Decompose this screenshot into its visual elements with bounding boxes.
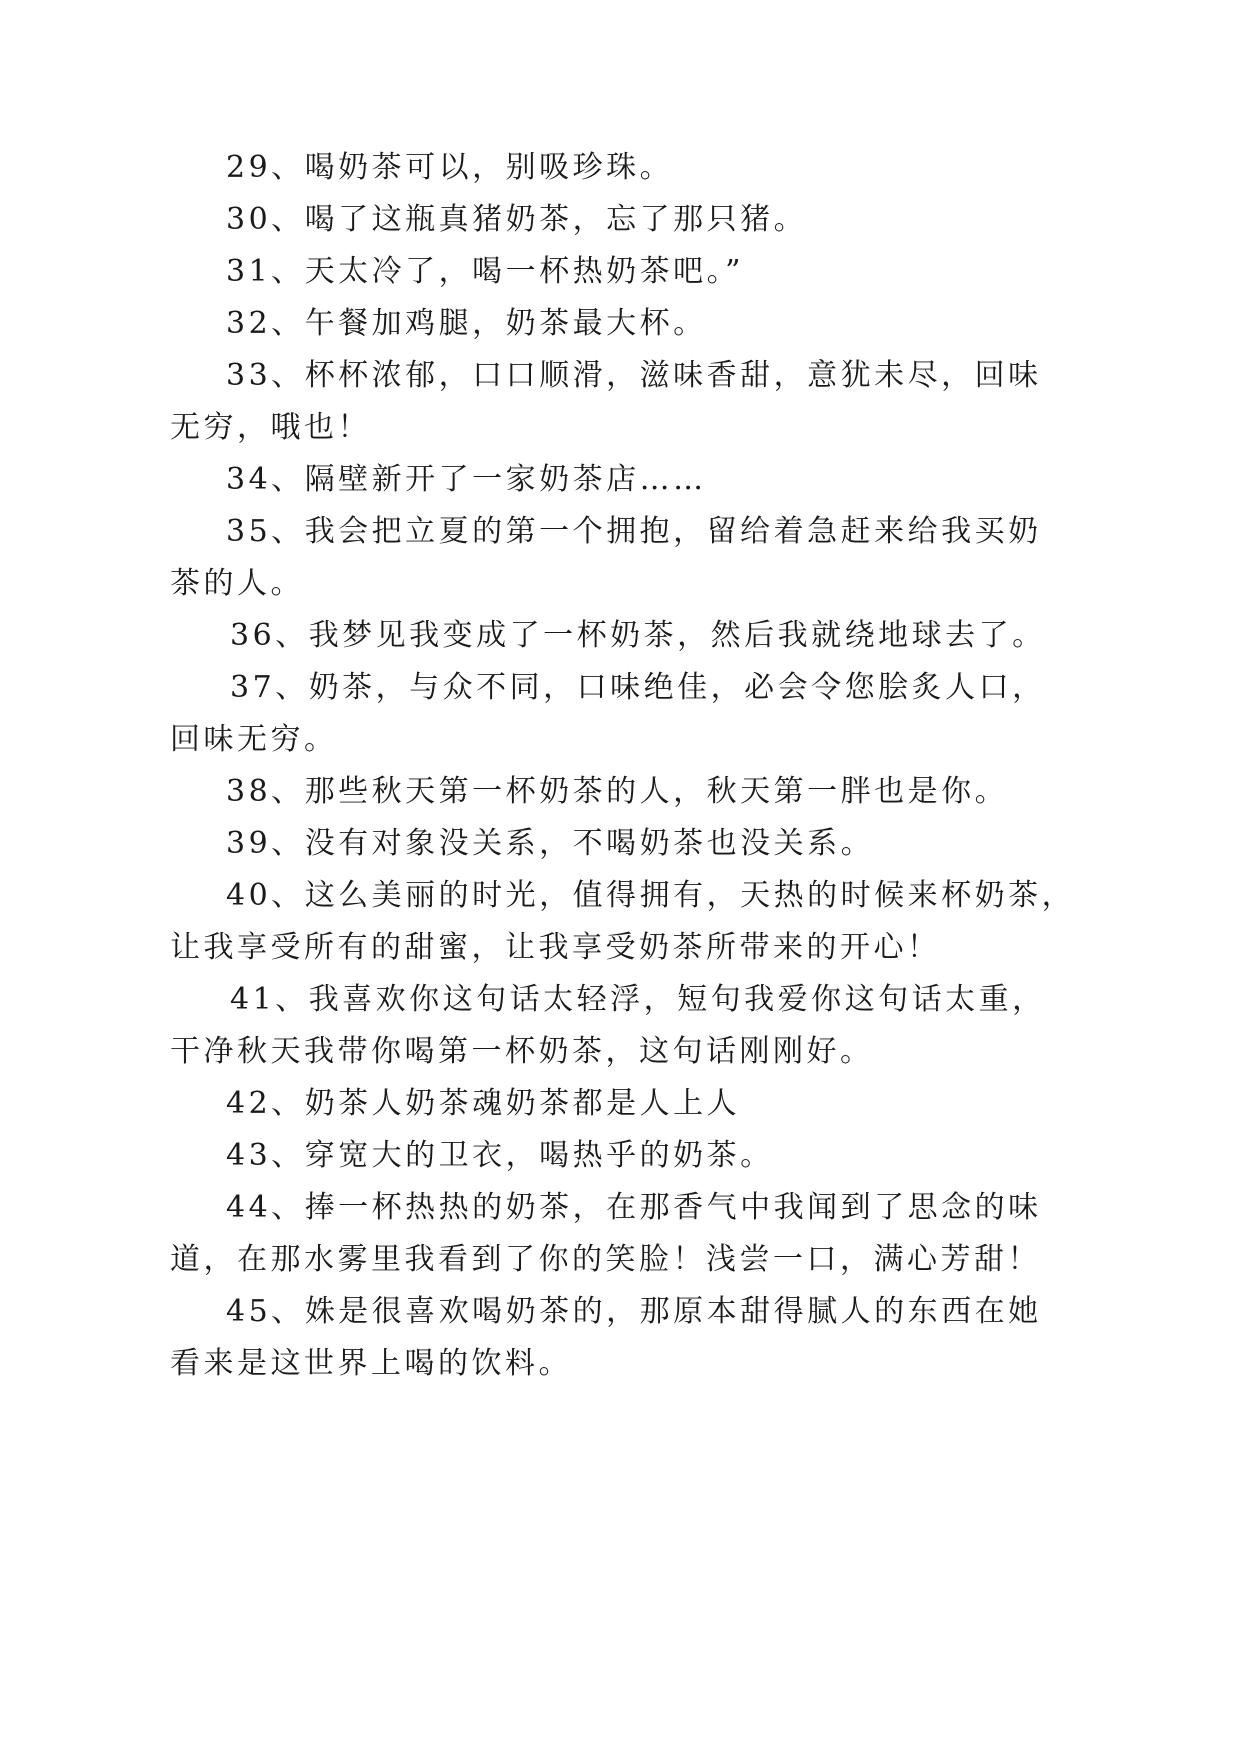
- list-item: [226, 876, 1075, 916]
- list-item: [226, 304, 707, 344]
- item-text: 我喜欢你这句话太轻浮，短句我爱你这句话太重，: [308, 982, 1046, 1017]
- list-item-continuation: 道，在那水雾里我看到了你的笑脸！浅尝一口，满心芳甜！: [170, 1242, 1041, 1277]
- list-item-continuation: 让我享受所有的甜蜜，让我享受奶茶所带来的开心！: [170, 930, 941, 965]
- item-text: 那些秋天第一杯奶茶的人，秋天第一胖也是你。: [304, 774, 1009, 809]
- item-number: 37、: [230, 670, 309, 705]
- item-text: 我梦见我变成了一杯奶茶，然后我就绕地球去了。: [308, 618, 1046, 653]
- item-number: 44、: [226, 1190, 305, 1225]
- list-item: [226, 200, 807, 240]
- item-number: 33、: [226, 358, 305, 393]
- list-item-continuation: 回味无穷。: [170, 722, 338, 757]
- list-item: [230, 616, 1046, 656]
- item-text: 捧一杯热热的奶茶，在那香气中我闻到了思念的味: [304, 1190, 1042, 1225]
- item-number: 35、: [226, 514, 305, 549]
- item-text: 杯杯浓郁，口口顺滑，滋味香甜，意犹未尽，回味: [304, 358, 1042, 393]
- list-item-continuation: 无穷，哦也！: [170, 410, 371, 445]
- list-item: [226, 1136, 774, 1176]
- item-text: 喝了这瓶真猪奶茶，忘了那只猪。: [304, 202, 808, 237]
- item-text: 姝是很喜欢喝奶茶的，那原本甜得腻人的东西在她: [304, 1294, 1042, 1329]
- item-number: 43、: [226, 1138, 305, 1173]
- item-text: 天太冷了，喝一杯热奶茶吧。”: [304, 254, 745, 289]
- item-number: 40、: [226, 878, 305, 913]
- item-text: 我会把立夏的第一个拥抱，留给着急赶来给我买奶: [304, 514, 1042, 549]
- item-text: 这么美丽的时光，值得拥有，天热的时候来杯奶茶，: [304, 878, 1076, 913]
- item-text: 没有对象没关系，不喝奶茶也没关系。: [304, 826, 875, 861]
- item-text: 喝奶茶可以，别吸珍珠。: [304, 150, 674, 185]
- list-item: [226, 1188, 1042, 1228]
- item-text: 奶茶，与众不同，口味绝佳，必会令您脍炙人口，: [308, 670, 1046, 705]
- list-item: [226, 1292, 1042, 1332]
- item-text: 午餐加鸡腿，奶茶最大杯。: [304, 306, 707, 341]
- item-number: 29、: [226, 150, 305, 185]
- item-number: 34、: [226, 462, 305, 497]
- list-item: [226, 824, 874, 864]
- item-number: 32、: [226, 306, 305, 341]
- list-item-continuation: 看来是这世界上喝的饮料。: [170, 1346, 572, 1381]
- item-number: 36、: [230, 618, 309, 653]
- item-number: 30、: [226, 202, 305, 237]
- item-text: 奶茶人奶茶魂奶茶都是人上人: [304, 1086, 741, 1121]
- item-number: 31、: [226, 254, 305, 289]
- item-number: 41、: [230, 982, 309, 1017]
- item-text: 穿宽大的卫衣，喝热乎的奶茶。: [304, 1138, 774, 1173]
- list-item-continuation: 干净秋天我带你喝第一杯奶茶，这句话刚刚好。: [170, 1034, 874, 1069]
- list-item-continuation: 茶的人。: [170, 566, 304, 601]
- list-item: [226, 1084, 740, 1124]
- list-item: [226, 460, 707, 500]
- list-item: [226, 252, 744, 292]
- item-number: 45、: [226, 1294, 305, 1329]
- list-item: [230, 668, 1046, 708]
- list-item: [226, 772, 1008, 812]
- item-number: 42、: [226, 1086, 305, 1121]
- list-item: [226, 356, 1042, 396]
- item-number: 38、: [226, 774, 305, 809]
- list-item: [230, 980, 1046, 1020]
- item-text: 隔壁新开了一家奶茶店……: [304, 462, 707, 497]
- list-item: [226, 148, 673, 188]
- item-number: 39、: [226, 826, 305, 861]
- list-item: [226, 512, 1042, 552]
